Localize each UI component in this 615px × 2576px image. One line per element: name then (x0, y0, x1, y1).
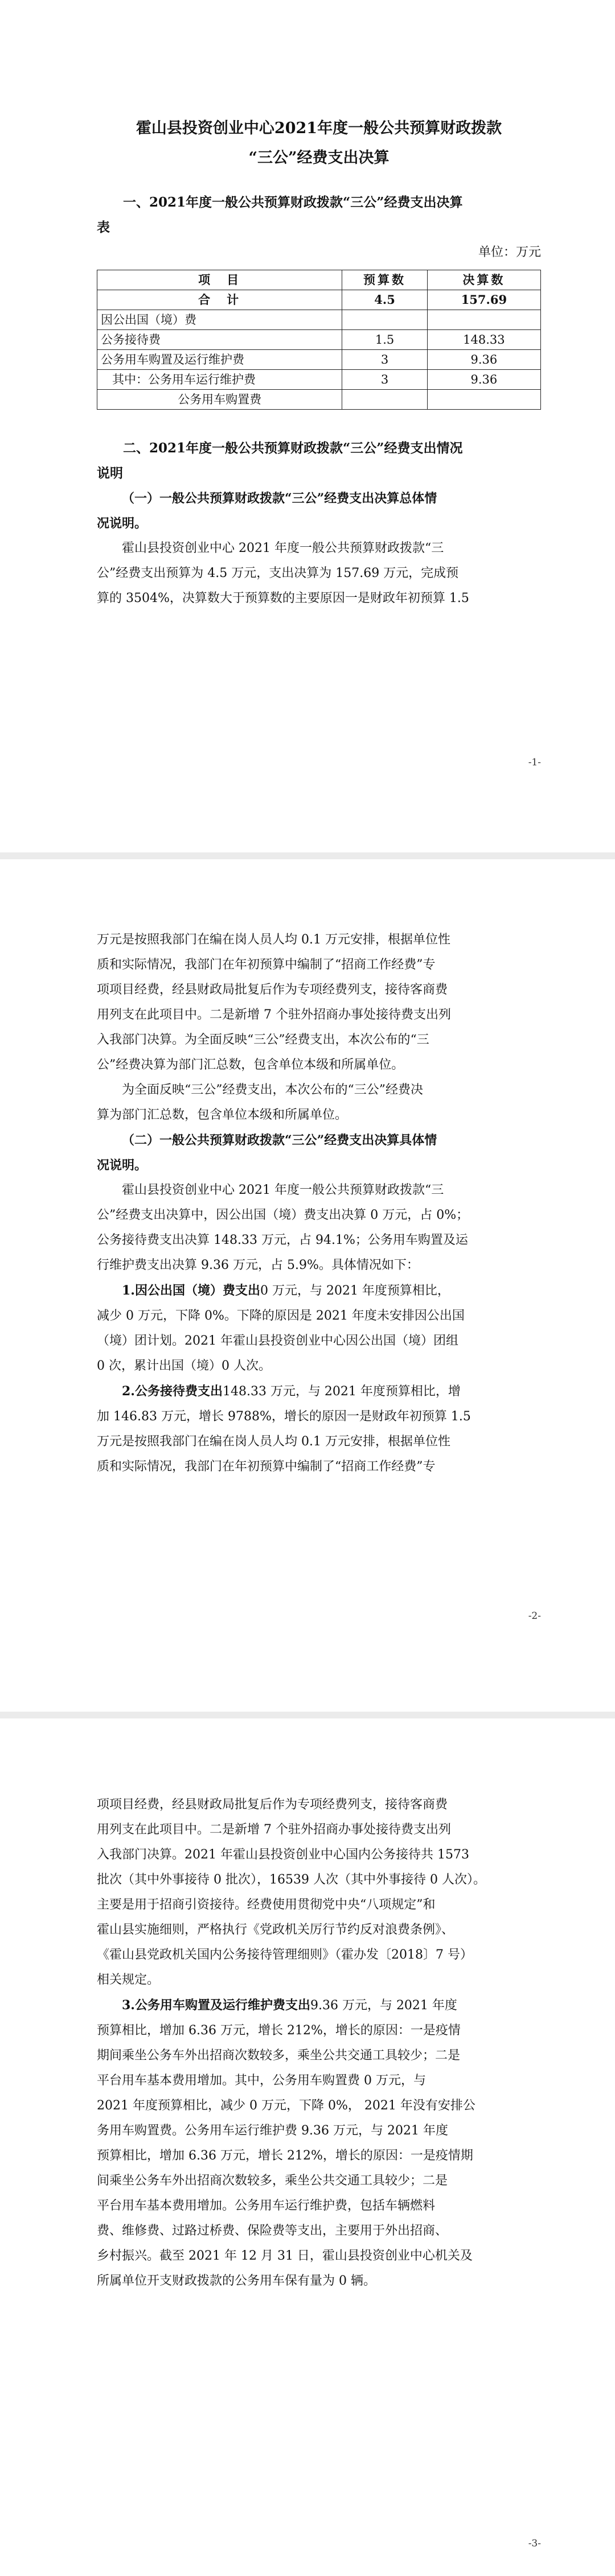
paragraph-line: 算的 3504%，决算数大于预算数的主要原因一是财政年初预算 1.5 (97, 591, 469, 605)
item3-line (97, 1993, 541, 2018)
row-actual: 148.33 (427, 330, 540, 350)
paragraph-line: 万元是按照我部门在编在岗人员人均 0.1 万元安排，根据单位性 (97, 933, 450, 947)
unit-label: 单位：万元 (478, 245, 541, 259)
paragraph-line: 务用车购置费。公务用车运行维护费 9.36 万元，与 2021 年度 (97, 2124, 448, 2138)
item2-text: 148.33 万元，与 2021 年度预算相比，增 (222, 1384, 461, 1399)
row-actual: 9.36 (427, 350, 540, 370)
paragraph-line: 霍山县实施细则，严格执行《党政机关厉行节约反对浪费条例》、 (97, 1923, 454, 1937)
paragraph-line: 行维护费支出决算 9.36 万元，占 5.9%。具体情况如下： (97, 1258, 419, 1272)
paragraph-line: 《霍山县党政机关国内公务接待管理细则》（霍办发〔2018〕7 号） (97, 1948, 473, 1962)
item1-line (97, 1278, 541, 1304)
paragraph-line: 入我部门决算。2021 年霍山县投资创业中心国内公务接待共 1573 (97, 1848, 469, 1862)
doc-title-line2: “三公”经费支出决算 (248, 149, 390, 167)
page-3-content (97, 1792, 541, 2294)
row-actual: 157.69 (427, 290, 540, 310)
section2-heading-cont: 说明 (97, 465, 123, 481)
paragraph-line: 2021 年度预算相比，减少 0 万元，下降 0%， 2021 年没有安排公 (97, 2099, 475, 2113)
paragraph-line: 公务接待费支出决算 148.33 万元，占 94.1%；公务用车购置及运 (97, 1233, 468, 1247)
paragraph-line: 为全面反映“三公”经费支出，本次公布的“三公”经费决 (122, 1083, 423, 1097)
paragraph-line: 间乘坐公务车外出招商次数较多，乘坐公共交通工具较少；二是 (97, 2174, 448, 2188)
item2-line (97, 1379, 541, 1404)
row-budget (342, 390, 427, 410)
row-item: 其中：公务用车运行维护费 (97, 370, 342, 390)
paragraph-line: 预算相比，增加 6.36 万元，增长 212%，增长的原因：一是疫情 (97, 2023, 461, 2038)
subsection1-heading-cont: 况说明。 (97, 516, 147, 531)
paragraph-line: 相关规定。 (97, 1973, 160, 1987)
table-row-total (97, 290, 541, 310)
paragraph-line: 项项目经费，经县财政局批复后作为专项经费列支，接待客商费 (97, 983, 448, 997)
paragraph-line: 所属单位开支财政拨款的公务用车保有量为 0 辆。 (97, 2274, 376, 2288)
item1-label: 1.因公出国（境）费支出 (122, 1283, 260, 1298)
item1-text: 0 万元，与 2021 年度预算相比， (260, 1284, 450, 1298)
header-budget: 预算数 (342, 270, 427, 290)
row-budget: 3 (342, 370, 427, 390)
item3-text: 9.36 万元，与 2021 年度 (310, 1998, 457, 2013)
paragraph-line: 乡村振兴。截至 2021 年 12 月 31 日，霍山县投资创业中心机关及 (97, 2249, 473, 2263)
paragraph-line: 主要是用于招商引资接待。经费使用贯彻党中央“八项规定”和 (97, 1898, 436, 1912)
paragraph-line: 公”经费支出决算中，因公出国（境）费支出决算 0 万元，占 0%； (97, 1208, 469, 1222)
paragraph-line: 入我部门决算。为全面反映“三公”经费支出，本次公布的“三 (97, 1033, 429, 1047)
paragraph-line: 质和实际情况，我部门在年初预算中编制了“招商工作经费”专 (97, 958, 436, 972)
paragraph-line: 0 次，累计出国（境）0 人次。 (97, 1359, 271, 1373)
paragraph-line: 用列支在此项目中。二是新增 7 个驻外招商办事处接待费支出列 (97, 1008, 451, 1022)
row-budget (342, 310, 427, 330)
paragraph-line: 质和实际情况，我部门在年初预算中编制了“招商工作经费”专 (97, 1460, 436, 1474)
row-item: 公务用车购置及运行维护费 (97, 350, 342, 370)
page-number: -1- (528, 757, 541, 768)
subsection2-heading: （二）一般公共预算财政拨款“三公”经费支出决算具体情 (122, 1133, 437, 1148)
paragraph-line: 公”经费支出预算为 4.5 万元，支出决算为 157.69 万元，完成预 (97, 566, 459, 580)
paragraph-line: 费、维修费、过路过桥费、保险费等支出，主要用于外出招商、 (97, 2224, 448, 2238)
paragraph-line: 算为部门汇总数，包含单位本级和所属单位。 (97, 1108, 348, 1122)
paragraph-line: 项项目经费，经县财政局批复后作为专项经费列支，接待客商费 (97, 1798, 448, 1812)
row-budget: 3 (342, 350, 427, 370)
row-actual (427, 310, 540, 330)
row-item: 因公出国（境）费 (97, 310, 342, 330)
row-item: 公务用车购置费 (97, 390, 342, 410)
subsection2-heading-cont: 况说明。 (97, 1158, 147, 1173)
paragraph-line: 霍山县投资创业中心 2021 年度一般公共预算财政拨款“三 (122, 541, 444, 555)
section2-heading: 二、2021年度一般公共预算财政拨款“三公”经费支出情况 (123, 440, 463, 456)
table-header-row (97, 270, 541, 290)
paragraph-line: 预算相比，增加 6.36 万元，增长 212%，增长的原因：一是疫情期 (97, 2149, 473, 2163)
row-item: 公务接待费 (97, 330, 342, 350)
table-row (97, 330, 541, 350)
paragraph-line: 用列支在此项目中。二是新增 7 个驻外招商办事处接待费支出列 (97, 1823, 451, 1837)
page-3 (0, 1718, 615, 2576)
table-row (97, 310, 541, 330)
page-2 (0, 859, 615, 1712)
paragraph-line: 万元是按照我部门在编在岗人员人均 0.1 万元安排，根据单位性 (97, 1435, 450, 1449)
page-1-content (97, 114, 541, 611)
page-number: -3- (528, 2538, 541, 2549)
row-actual (427, 390, 540, 410)
item2-label: 2.公务接待费支出 (122, 1384, 223, 1399)
paragraph-line: 平台用车基本费用增加。其中，公务用车购置费 0 万元，与 (97, 2074, 426, 2088)
row-budget: 1.5 (342, 330, 427, 350)
table-row (97, 390, 541, 410)
page-2-content (97, 928, 541, 1479)
item3-label: 3.公务用车购置及运行维护费支出 (122, 1998, 310, 2013)
page-1 (0, 0, 615, 852)
doc-title-line1: 霍山县投资创业中心2021年度一般公共预算财政拨款 (136, 119, 502, 137)
paragraph-line: 霍山县投资创业中心 2021 年度一般公共预算财政拨款“三 (122, 1183, 444, 1197)
paragraph-line: 平台用车基本费用增加。公务用车运行维护费，包括车辆燃料 (97, 2199, 436, 2213)
page-number: -2- (528, 1610, 541, 1622)
paragraph-line: 公”经费决算为部门汇总数，包含单位本级和所属单位。 (97, 1058, 404, 1072)
table-row (97, 370, 541, 390)
section1-heading-cont: 表 (97, 220, 110, 235)
header-item: 项 目 (97, 270, 342, 290)
row-item: 合 计 (97, 290, 342, 310)
paragraph-line: （境）团计划。2021 年霍山县投资创业中心因公出国（境）团组 (97, 1334, 458, 1348)
subsection1-heading: （一）一般公共预算财政拨款“三公”经费支出决算总体情 (122, 491, 437, 506)
section1-heading: 一、2021年度一般公共预算财政拨款“三公”经费支出决算 (123, 195, 463, 210)
paragraph-line: 批次（其中外事接待 0 批次），16539 人次（其中外事接待 0 人次）。 (97, 1873, 486, 1887)
table-row (97, 350, 541, 370)
budget-table (97, 270, 541, 410)
row-actual: 9.36 (427, 370, 540, 390)
header-actual: 决算数 (427, 270, 540, 290)
paragraph-line: 加 146.83 万元，增长 9788%，增长的原因一是财政年初预算 1.5 (97, 1409, 471, 1424)
paragraph-line: 期间乘坐公务车外出招商次数较多，乘坐公共交通工具较少；二是 (97, 2049, 461, 2063)
paragraph-line: 减少 0 万元，下降 0%。下降的原因是 2021 年度未安排因公出国 (97, 1309, 465, 1323)
row-budget: 4.5 (342, 290, 427, 310)
